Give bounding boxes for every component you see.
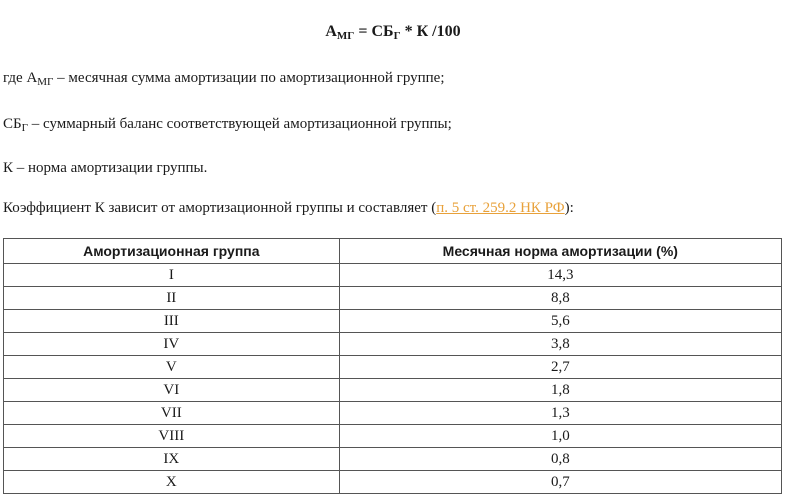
definition-sbg [3,114,452,134]
cell-rate: 1,8 [339,379,781,402]
cell-group: III [4,310,340,333]
header-group: Амортизационная группа [4,239,340,264]
cell-group: VI [4,379,340,402]
cell-rate: 3,8 [339,333,781,356]
cell-group: I [4,264,340,287]
formula-sb: СБ [371,23,394,40]
header-rate: Месячная норма амортизации (%) [339,239,781,264]
cell-group: X [4,471,340,494]
definition-amg-prefix: где А [3,70,38,86]
cell-rate: 5,6 [339,310,781,333]
definition-sbg-text: – суммарный баланс соответствующей амортизационной группы; [27,116,452,132]
coefficient-note-before: Коэффициент К зависит от амортизационной группы и составляет ( [3,200,437,216]
cell-rate: 2,7 [339,356,781,379]
coefficient-note-after: ): [564,200,574,216]
coefficient-note [3,198,574,218]
table-row [4,287,782,310]
cell-rate: 0,8 [339,448,781,471]
table-row [4,425,782,448]
formula-sb-subscript: Г [393,30,401,42]
cell-group: IV [4,333,340,356]
cell-rate: 0,7 [339,471,781,494]
cell-rate: 1,3 [339,402,781,425]
table-row [4,379,782,402]
definition-k [3,158,207,178]
table-row [4,402,782,425]
cell-group: V [4,356,340,379]
definition-amg [3,68,445,88]
definition-sbg-subscript: Г [21,122,28,134]
formula-a-subscript: МГ [336,30,355,42]
table-row [4,310,782,333]
definition-amg-subscript: МГ [37,76,54,88]
table-row [4,264,782,287]
cell-rate: 1,0 [339,425,781,448]
depreciation-rates-table [3,238,782,494]
definition-k-text: К – норма амортизации группы. [3,160,208,176]
cell-rate: 8,8 [339,287,781,310]
formula-equals: = [354,23,372,40]
cell-rate: 14,3 [339,264,781,287]
formula [0,22,786,42]
definition-amg-text: – месячная сумма амортизации по амортизационной группе; [53,70,445,86]
table-row [4,448,782,471]
cell-group: VII [4,402,340,425]
formula-a: А [325,23,337,40]
table-header-row [4,239,782,264]
cell-group: IX [4,448,340,471]
tax-code-link[interactable]: п. 5 ст. 259.2 НК РФ [436,200,565,216]
formula-rest: * К /100 [400,23,461,40]
cell-group: II [4,287,340,310]
cell-group: VIII [4,425,340,448]
definition-sbg-prefix: СБ [3,116,22,132]
table-row [4,471,782,494]
table-row [4,333,782,356]
table-row [4,356,782,379]
